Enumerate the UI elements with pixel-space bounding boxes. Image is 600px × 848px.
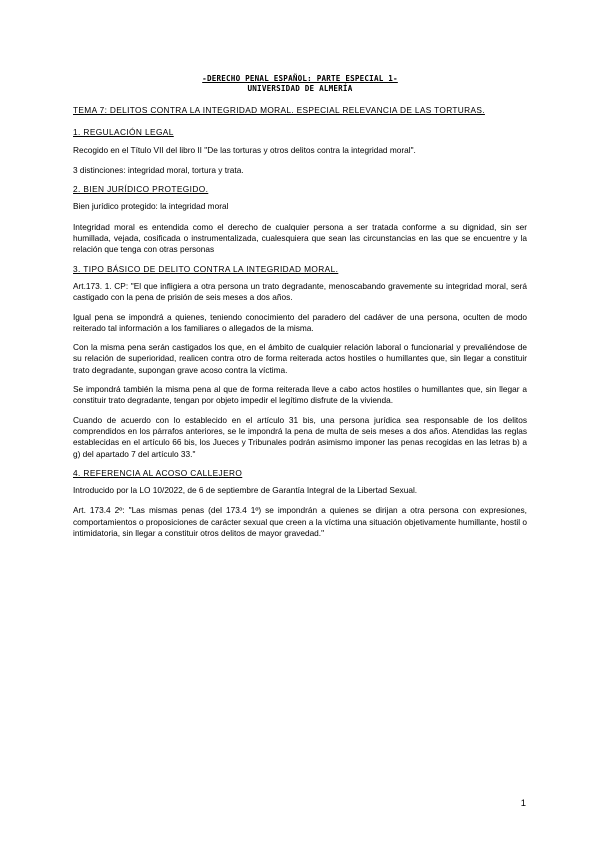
section-4-paragraph: Art. 173.4 2º: "Las mismas penas (del 173.4 1º) se impondrán a quienes se dirijan a otra persona con expresiones, comportamientos o proposiciones de carácter sexual que creen a la víctima una situación objetivamente humillante, hostil o intimidatoria, sin llegar a constituir otros delitos de mayor gravedad." (73, 505, 527, 539)
section-4-paragraph: Introducido por la LO 10/2022, de 6 de septiembre de Garantía Integral de la Libertad Sexual. (73, 485, 418, 496)
section-3-paragraph: Cuando de acuerdo con lo establecido en el artículo 31 bis, una persona jurídica sea responsable de los delitos comprendidos en los párrafos anteriores, se le impondrá la pena de multa de seis meses a dos años. Atendidas las reglas establecidas en el artículo 66 bis, los Jueces y Tribunales podrán asimismo imponer las penas recogidas en las letras b) a g) del apartado 7 del artículo 33." (73, 414, 527, 459)
section-3-heading: 3. TIPO BÁSICO DE DELITO CONTRA LA INTEGRIDAD MORAL. (73, 263, 339, 274)
section-2-heading: 2. BIEN JURÍDICO PROTEGIDO. (73, 184, 209, 195)
section-3-paragraph: Igual pena se impondrá a quienes, teniendo conocimiento del paradero del cadáver de una persona, oculten de modo reiterado tal información a los familiares o allegados de la misma. (73, 311, 527, 333)
document-body (73, 105, 527, 547)
section-1-paragraph: 3 distinciones: integridad moral, tortura y trata. (73, 164, 244, 175)
section-1-paragraph: Recogido en el Título VII del libro II "De las torturas y otros delitos contra la integridad moral". (73, 144, 416, 155)
section-3-paragraph: Art.173. 1. CP: "El que infligiera a otra persona un trato degradante, menoscabando gravemente su integridad moral, será castigado con la pena de prisión de seis meses a dos años. (73, 280, 527, 303)
university-header: UNIVERSIDAD DE ALMERÍA (247, 84, 353, 93)
page-number: 1 (520, 798, 526, 809)
section-4-heading: 4. REFERENCIA AL ACOSO CALLEJERO (73, 467, 243, 478)
section-1-heading: 1. REGULACIÓN LEGAL (73, 127, 174, 138)
section-2-paragraph: Bien jurídico protegido: la integridad moral (73, 201, 229, 212)
tema-title: TEMA 7: DELITOS CONTRA LA INTEGRIDAD MORAL. ESPECIAL RELEVANCIA DE LAS TORTURAS. (73, 105, 485, 115)
course-header: -DERECHO PENAL ESPAÑOL: PARTE ESPECIAL 1- (202, 74, 398, 83)
section-3-paragraph: Se impondrá también la misma pena al que de forma reiterada lleve a cabo actos hostiles o humillantes que, sin llegar a constituir trato degradante, tengan por objeto impedir el legítimo disfrute de la vivienda. (73, 384, 527, 406)
section-3-paragraph: Con la misma pena serán castigados los que, en el ámbito de cualquier relación laboral o funcionarial y prevaliéndose de su relación de superioridad, realicen contra otro de forma reiterada actos hostiles o humillantes que, sin llegar a constituir trato degradante, supongan grave acoso contra la víctima. (73, 342, 527, 375)
section-2-paragraph: Integridad moral es entendida como el derecho de cualquier persona a ser tratada conforme a su dignidad, sin ser humillada, vejada, cosificada o instrumentalizada, cualesquiera que sean las circunstancias en las que se encuentre y la relación que tenga con otras personas (73, 221, 527, 255)
